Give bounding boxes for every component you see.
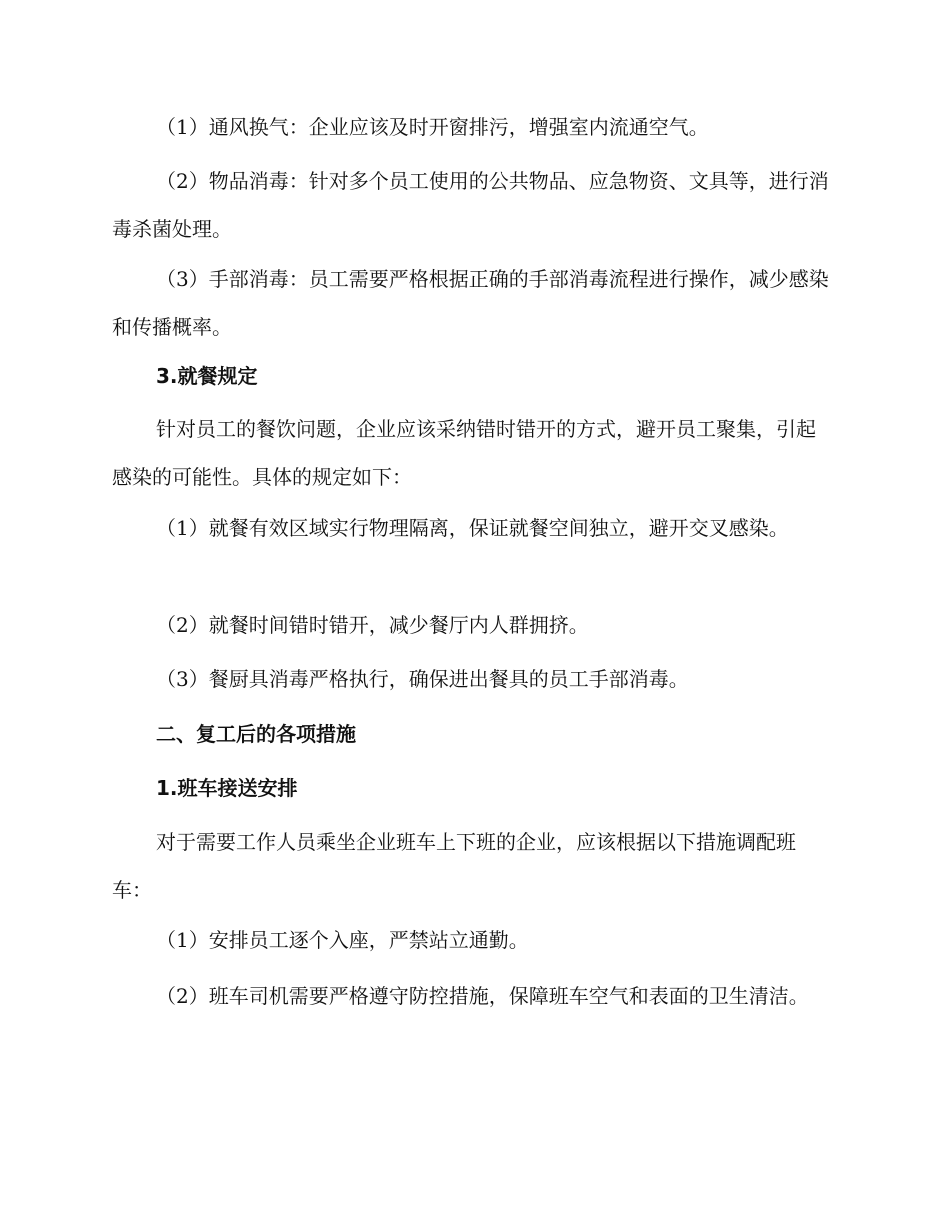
paragraph-dining-intro: 针对员工的餐饮问题，企业应该采纳错时错开的方式，避开员工聚集，引起感染的可能性。具体的规定如下：	[112, 417, 816, 489]
paragraph-shuttle-seating: （1）安排员工逐个入座，严禁站立通勤。	[156, 928, 529, 952]
paragraph-hand-disinfection: （3）手部消毒：员工需要严格根据正确的手部消毒流程进行操作，减少感染和传播概率。	[112, 267, 829, 339]
paragraph-ventilation: （1）通风换气：企业应该及时开窗排污，增强室内流通空气。	[156, 115, 709, 139]
section-heading-shuttle: 1.班车接送安排	[156, 776, 298, 800]
paragraph-tableware-disinfection: （3）餐厨具消毒严格执行，确保进出餐具的员工手部消毒。	[156, 667, 689, 691]
paragraph-shuttle-intro: 对于需要工作人员乘坐企业班车上下班的企业，应该根据以下措施调配班车：	[112, 830, 796, 902]
paragraph-item-disinfection: （2）物品消毒：针对多个员工使用的公共物品、应急物资、文具等，进行消毒杀菌处理。	[112, 169, 829, 241]
paragraph-dining-isolation: （1）就餐有效区域实行物理隔离，保证就餐空间独立，避开交叉感染。	[156, 516, 789, 540]
section-heading-measures: 二、复工后的各项措施	[156, 722, 356, 746]
paragraph-dining-time: （2）就餐时间错时错开，减少餐厅内人群拥挤。	[156, 613, 589, 637]
paragraph-shuttle-driver: （2）班车司机需要严格遵守防控措施，保障班车空气和表面的卫生清洁。	[156, 984, 809, 1008]
section-heading-dining: 3.就餐规定	[156, 364, 258, 388]
